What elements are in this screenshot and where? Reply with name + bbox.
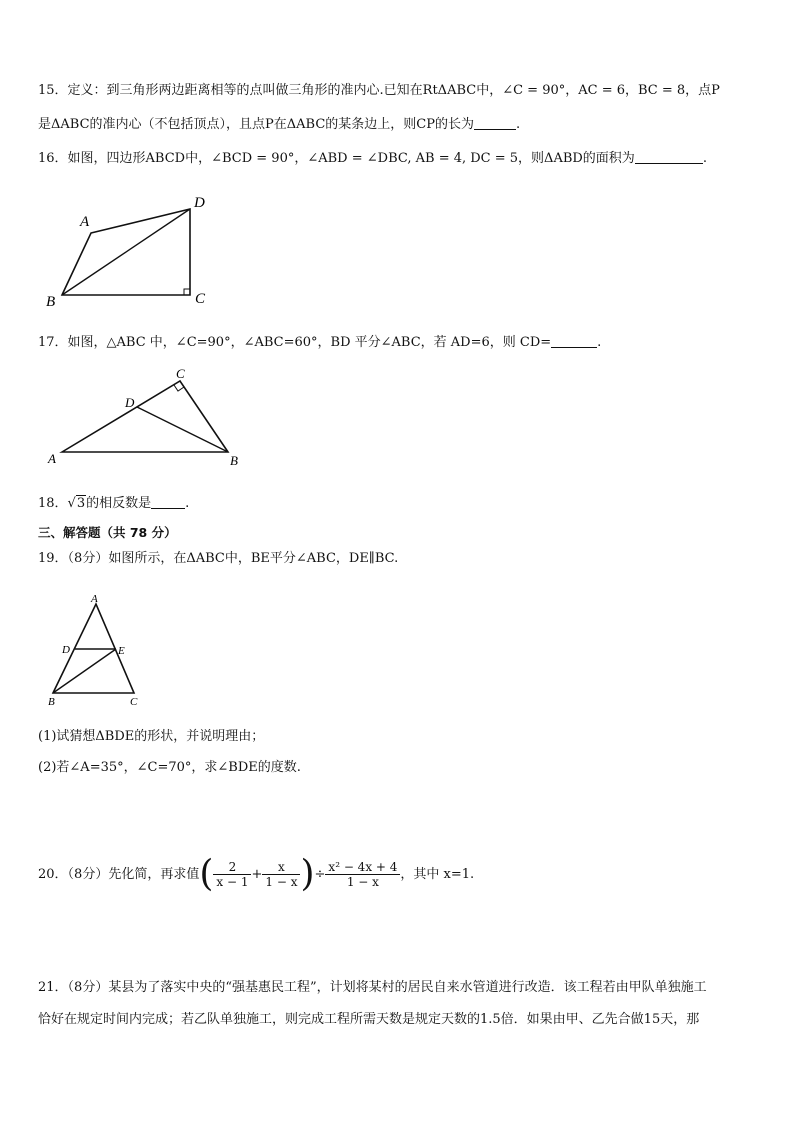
q15-line1-text: 15．定义：到三角形两边距离相等的点叫做三角形的准内心.已知在RtΔABC中，∠C = 90°，AC = 6，BC = 8，点P: [38, 83, 720, 98]
q21-line2: [38, 1011, 699, 1029]
q16-question: 16．如图，四边形ABCD中，∠BCD = 90°，∠ABD = ∠DBC, AB = 4, DC = 5，则ΔABD的面积为 .: [38, 151, 707, 166]
fraction-1: $\frac{2}{x - 1}$: [213, 860, 251, 889]
vertex-label-b: B: [48, 696, 55, 708]
q19-sub1: [38, 728, 264, 746]
q17-triangle-figure: [40, 362, 250, 472]
vertex-label-c: C: [195, 291, 206, 307]
vertex-label-c: C: [176, 366, 185, 381]
q20-text: 20．（8分）先化简，再求值: [38, 867, 200, 882]
answer-blank[interactable]: [151, 494, 185, 509]
q18-number: 18．: [38, 496, 68, 511]
q16-quadrilateral-figure: [40, 192, 240, 312]
vertex-label-d: D: [125, 395, 135, 410]
q18-radicand: 3: [76, 496, 86, 511]
answer-blank[interactable]: [551, 333, 597, 348]
fraction-3: $\frac{\text{x² − 4x + 4}}{1 - x}$: [325, 860, 400, 889]
fraction-2: $\frac{x}{1 - x}$: [262, 860, 300, 889]
vertex-label-b: B: [230, 453, 238, 468]
answer-blank[interactable]: [635, 149, 703, 164]
q18-text: 的相反数是: [86, 496, 152, 511]
vertex-label-e: E: [118, 645, 125, 657]
vertex-label-a: A: [91, 593, 98, 605]
vertex-label-b: B: [46, 294, 56, 310]
q20-question: 20．（8分）先化简，再求值( $\frac{2}{x - 1}$ + $\frac{x}{1 - x}$ )÷ $\frac{\text{x² − 4x + 4}}{1 - x}$ ，其中 x=1.: [38, 853, 475, 895]
q21-line2-text: 恰好在规定时间内完成；若乙队单独施工，则完成工程所需天数是规定天数的1.5倍．如果由甲、乙先合做15天，那: [38, 1012, 700, 1027]
plus-sign: +: [251, 867, 263, 882]
q18-question: 18．√3的相反数是 .: [38, 496, 190, 511]
q19-sub1-text: (1)试猜想ΔBDE的形状，并说明理由；: [38, 729, 265, 744]
q19-question: [38, 550, 398, 568]
vertex-label-c: C: [130, 696, 138, 708]
q19-sub2: [38, 759, 301, 777]
vertex-label-a: A: [80, 214, 90, 230]
q17-question: 17．如图，△ABC 中，∠C=90°，∠ABC=60°，BD 平分∠ABC，若 AD=6，则 CD= .: [38, 335, 602, 350]
q17-text: 17．如图，△ABC 中，∠C=90°，∠ABC=60°，BD 平分∠ABC，若 AD=6，则 CD=: [38, 335, 552, 350]
q21-line1-text: 21．（8分）某县为了落实中央的“强基惠民工程”，计划将某村的居民自来水管道进行改造．该工程若由甲队单独施工: [38, 980, 707, 995]
vertex-label-d: D: [194, 195, 205, 211]
q16-text: 16．如图，四边形ABCD中，∠BCD = 90°，∠ABD = ∠DBC, AB = 4, DC = 5，则ΔABD的面积为: [38, 151, 635, 166]
q15-line2-text: 是ΔABC的准内心（不包括顶点），且点P在ΔABC的某条边上，则CP的长为: [38, 117, 474, 132]
answer-blank[interactable]: [474, 115, 516, 130]
q15-line2: 是ΔABC的准内心（不包括顶点），且点P在ΔABC的某条边上，则CP的长为 .: [38, 117, 521, 132]
q19-sub2-text: (2)若∠A=35°，∠C=70°，求∠BDE的度数.: [38, 760, 301, 775]
q19-triangle-figure: [44, 591, 174, 711]
vertex-label-a: A: [48, 451, 56, 466]
vertex-label-d: D: [62, 644, 70, 656]
q19-text: 19．（8分）如图所示，在ΔABC中，BE平分∠ABC，DE∥BC.: [38, 551, 399, 566]
q21-line1: [38, 979, 707, 997]
section-title: [38, 524, 177, 542]
q20-suffix: ，其中 x=1.: [400, 867, 475, 882]
section-title-text: 三、解答题（共 78 分）: [38, 525, 177, 540]
divide-sign: ÷: [314, 867, 326, 882]
q15-line1: [38, 82, 720, 100]
